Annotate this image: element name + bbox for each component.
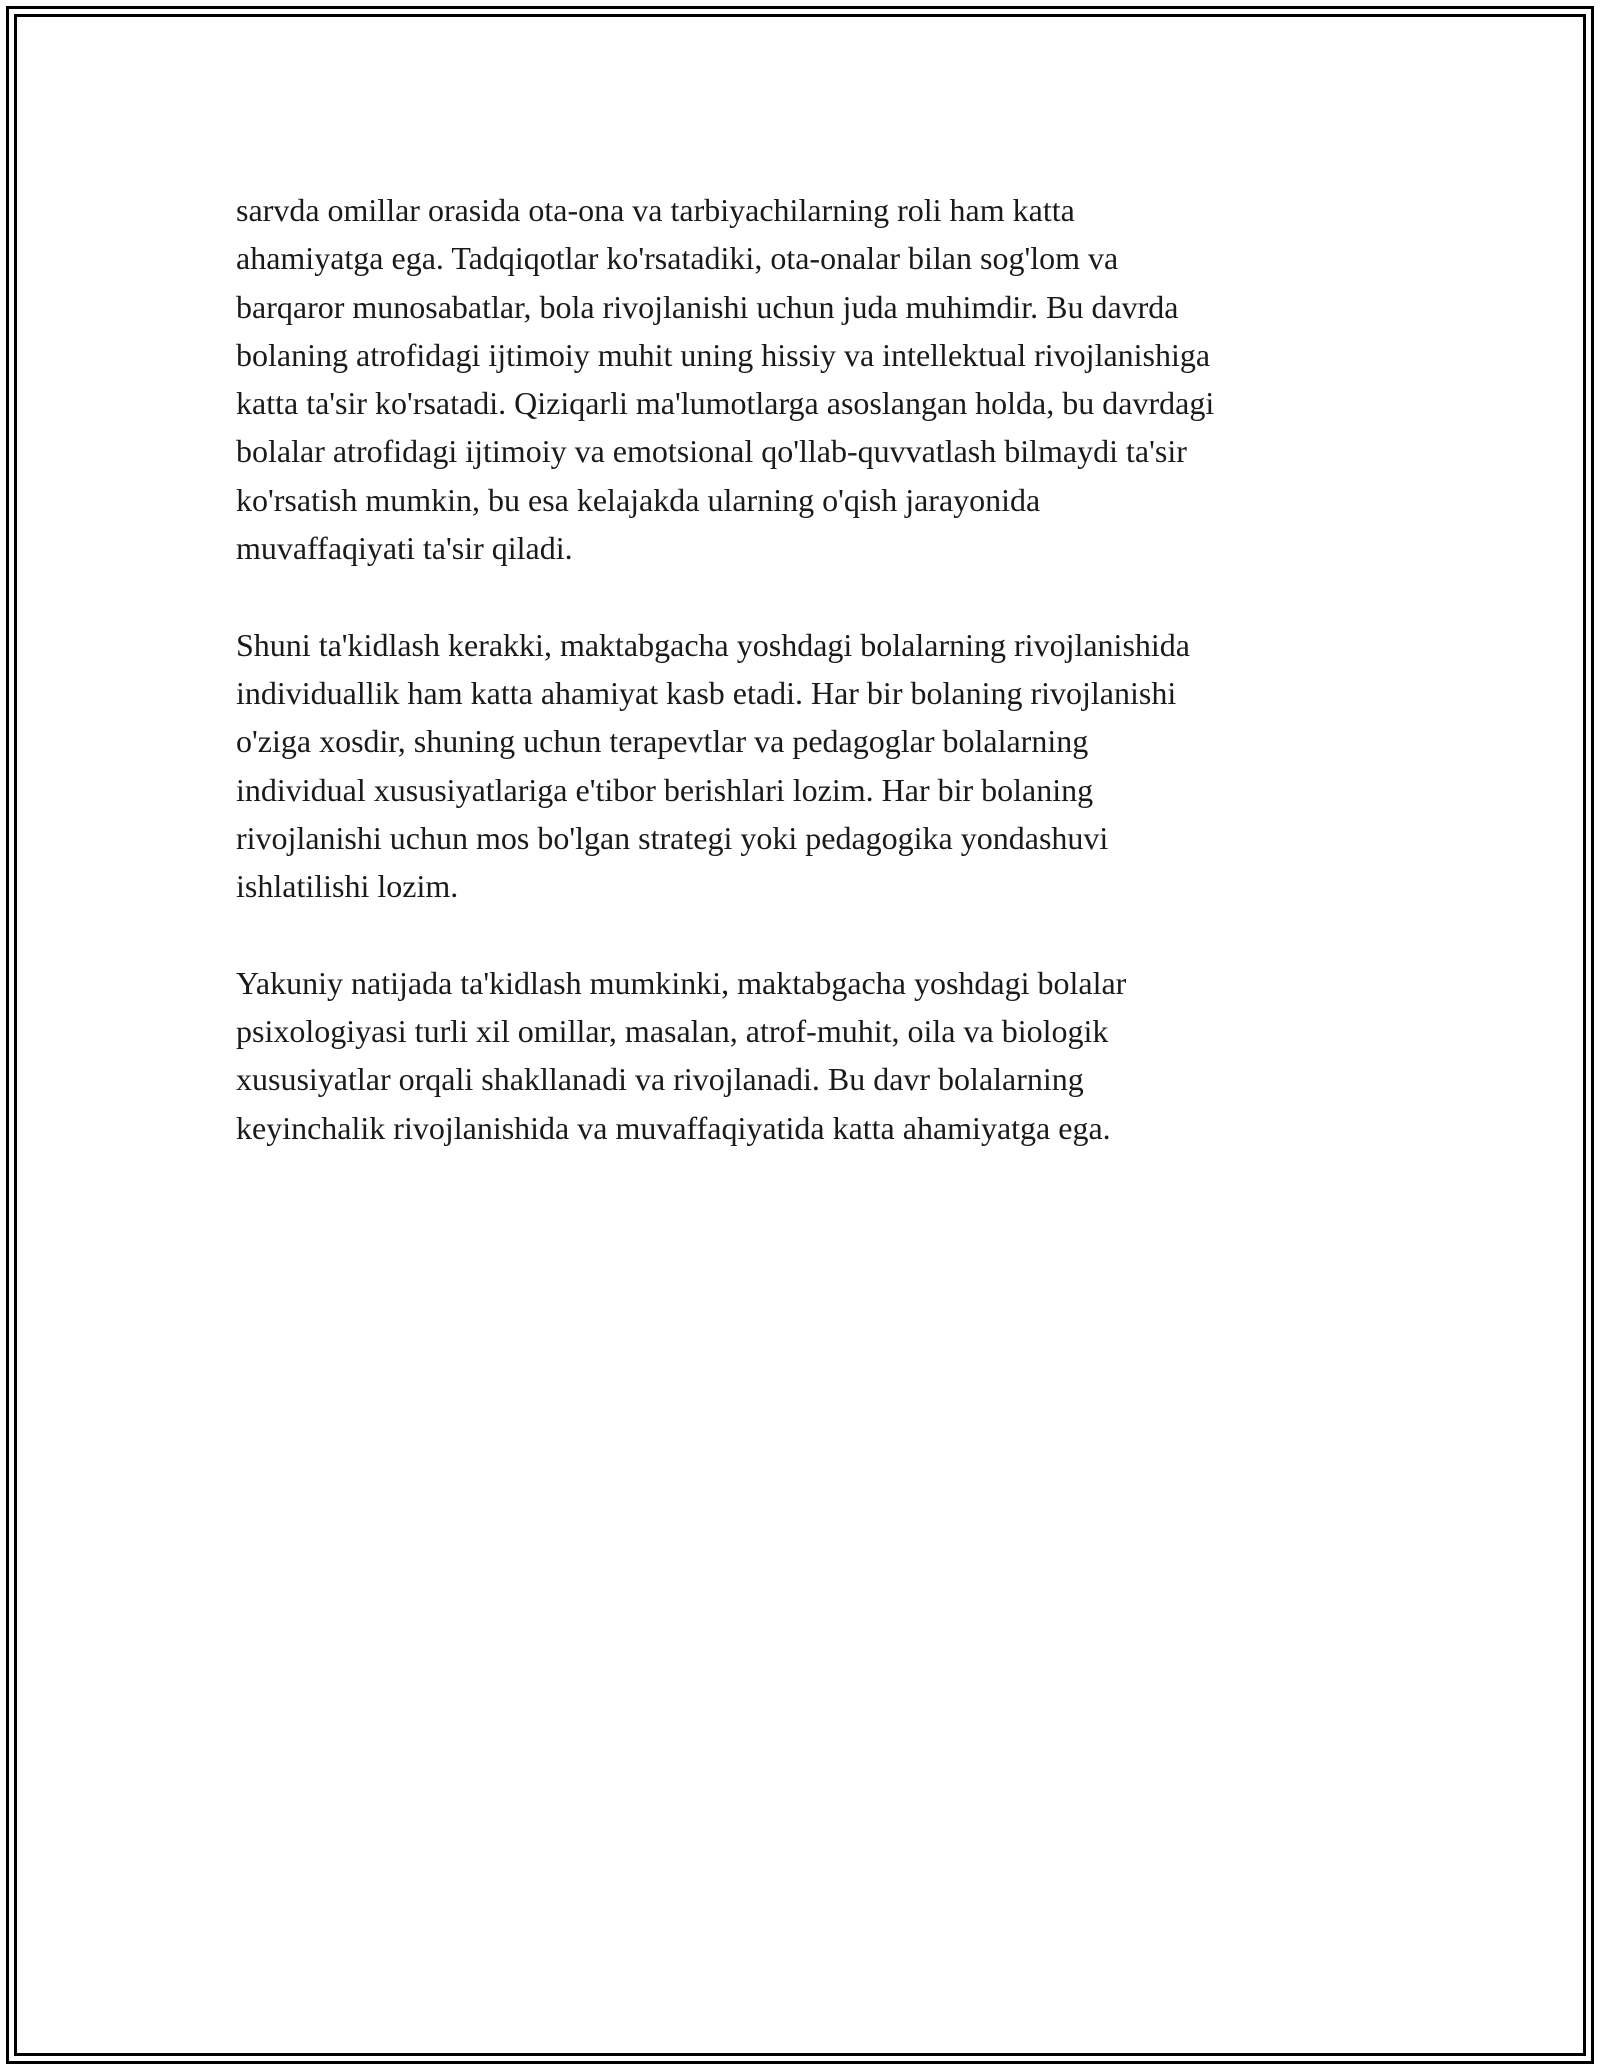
- text-line: Shuni ta'kidlash kerakki, maktabgacha yoshdagi bolalarning rivojlanishida: [236, 626, 1190, 663]
- paragraph-1: [236, 186, 1396, 572]
- text-line: ishlatilishi lozim.: [236, 868, 459, 905]
- text-line: keyinchalik rivojlanishida va muvaffaqiyatida katta ahamiyatga ega.: [236, 1109, 1111, 1146]
- text-line: o'ziga xosdir, shuning uchun terapevtlar va pedagoglar bolalarning: [236, 723, 1089, 760]
- text-line: bolalar atrofidagi ijtimoiy va emotsional qo'llab-quvvatlash bilmaydi ta'sir: [236, 433, 1187, 470]
- text-line: xususiyatlar orqali shakllanadi va rivojlanadi. Bu davr bolalarning: [236, 1061, 1084, 1098]
- document-body: [236, 186, 1396, 1200]
- text-line: Yakuniy natijada ta'kidlash mumkinki, maktabgacha yoshdagi bolalar: [236, 964, 1127, 1001]
- text-line: individual xususiyatlariga e'tibor berishlari lozim. Har bir bolaning: [236, 771, 1094, 808]
- text-line: muvaffaqiyati ta'sir qiladi.: [236, 530, 573, 567]
- text-line: ahamiyatga ega. Tadqiqotlar ko'rsatadiki, ota-onalar bilan sog'lom va: [236, 240, 1119, 277]
- text-line: barqaror munosabatlar, bola rivojlanishi uchun juda muhimdir. Bu davrda: [236, 288, 1179, 325]
- text-line: rivojlanishi uchun mos bo'lgan strategi yoki pedagogika yondashuvi: [236, 819, 1109, 856]
- text-line: sarvda omillar orasida ota-ona va tarbiyachilarning roli ham katta: [236, 192, 1075, 228]
- paragraph-3: [236, 959, 1396, 1152]
- text-line: katta ta'sir ko'rsatadi. Qiziqarli ma'lumotlarga asoslangan holda, bu davrdagi: [236, 385, 1215, 422]
- text-line: individuallik ham katta ahamiyat kasb etadi. Har bir bolaning rivojlanishi: [236, 674, 1177, 711]
- paragraph-2: [236, 621, 1396, 911]
- text-line: ko'rsatish mumkin, bu esa kelajakda ularning o'qish jarayonida: [236, 481, 1041, 518]
- text-line: psixologiyasi turli xil omillar, masalan, atrof-muhit, oila va biologik: [236, 1013, 1109, 1050]
- text-line: bolaning atrofidagi ijtimoiy muhit uning hissiy va intellektual rivojlanishiga: [236, 336, 1211, 373]
